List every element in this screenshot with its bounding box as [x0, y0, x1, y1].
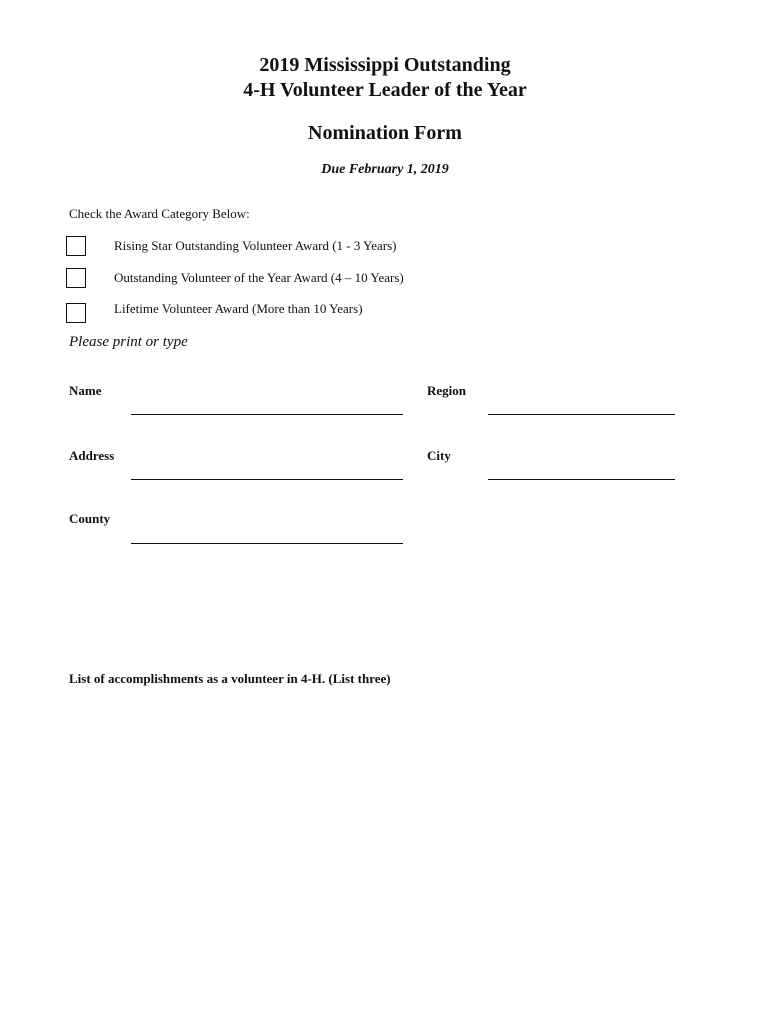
county-label: County [69, 511, 111, 526]
due-date: Due February 1, 2019 [321, 162, 449, 177]
city-field[interactable] [488, 461, 675, 480]
form-title-line-1: 2019 Mississippi Outstanding [259, 54, 511, 76]
print-or-type-note: Please print or type [69, 334, 188, 350]
award-category-instruction: Check the Award Category Below: [69, 206, 250, 221]
form-subtitle: Nomination Form [308, 122, 462, 144]
name-label: Name [69, 383, 102, 398]
checkbox-volunteer-of-year-award[interactable] [66, 268, 86, 288]
address-label: Address [69, 448, 115, 463]
label-rising-star-award: Rising Star Outstanding Volunteer Award (1 - 3 Years) [114, 238, 397, 253]
name-field[interactable] [131, 396, 403, 415]
city-label: City [427, 448, 451, 463]
checkbox-rising-star-award[interactable] [66, 236, 86, 256]
address-field[interactable] [131, 461, 403, 480]
label-volunteer-of-year-award: Outstanding Volunteer of the Year Award (4 – 10 Years) [114, 270, 404, 285]
label-lifetime-volunteer-award: Lifetime Volunteer Award (More than 10 Years) [114, 301, 363, 316]
accomplishments-label: List of accomplishments as a volunteer in 4-H. (List three) [69, 671, 391, 686]
form-title-line-2: 4-H Volunteer Leader of the Year [243, 79, 527, 101]
region-label: Region [427, 383, 466, 398]
region-field[interactable] [488, 396, 675, 415]
county-field[interactable] [131, 525, 403, 544]
checkbox-lifetime-volunteer-award[interactable] [66, 303, 86, 323]
